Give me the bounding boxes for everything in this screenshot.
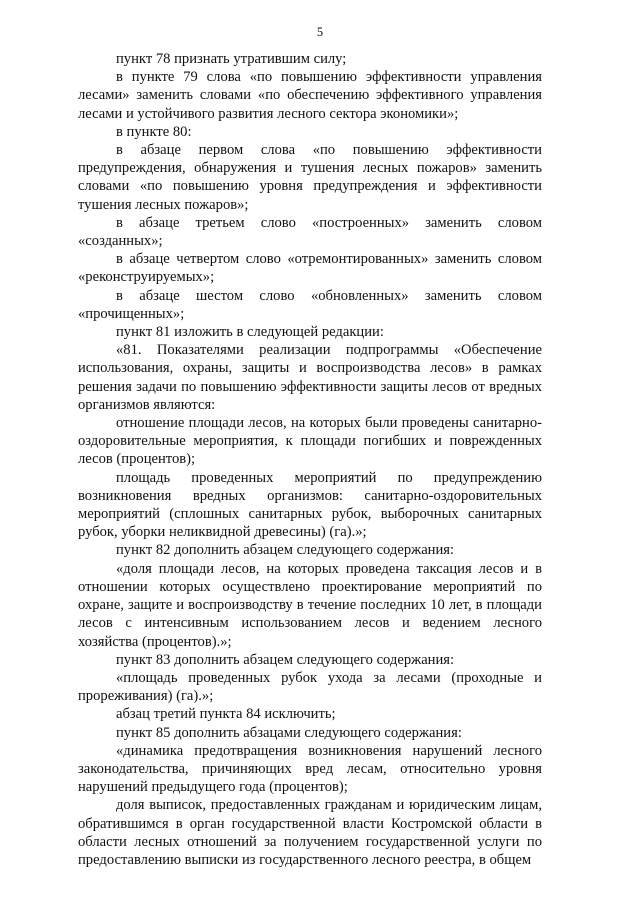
paragraph: площадь проведенных мероприятий по предупреждению возникновения вредных организмов: санитарно-оздоровительных мероприятий (сплошных санитарных рубок, выборочных санитарных рубок, уборки неликвидной древесины) (га).»; <box>78 469 542 541</box>
paragraph: «площадь проведенных рубок ухода за лесами (проходные и прореживания) (га).»; <box>78 669 542 705</box>
page-number: 5 <box>316 25 324 39</box>
paragraph: доля выписок, предоставленных гражданам и юридическим лицам, обратившимся в орган государственной власти Костромской области в области лесных отношений за получением государственной услуги по предоставлению выписки из государственного лесного реестра, в общем <box>78 797 542 868</box>
paragraph: пункт 83 дополнить абзацем следующего содержания: <box>116 651 455 668</box>
paragraph: в абзаце четвертом слово «отремонтированных» заменить словом «реконструируемых»; <box>78 251 542 286</box>
paragraph: пункт 78 признать утратившим силу; <box>116 51 347 67</box>
document-body <box>78 50 542 869</box>
paragraph: «81. Показателями реализации подпрограммы «Обеспечение использования, охраны, защиты и воспроизводства лесов» в рамках решения задачи по повышению эффективности защиты лесов от вредных организмов являются: <box>78 342 542 413</box>
paragraph: пункт 85 дополнить абзацами следующего содержания: <box>116 724 462 741</box>
paragraph: в абзаце третьем слово «построенных» заменить словом «созданных»; <box>78 214 542 250</box>
paragraph: пункт 82 дополнить абзацем следующего содержания: <box>116 542 455 559</box>
paragraph: в пункте 80: <box>116 123 192 140</box>
paragraph: в абзаце шестом слово «обновленных» заменить словом «прочищенных»; <box>78 287 542 322</box>
paragraph: абзац третий пункта 84 исключить; <box>116 706 336 723</box>
paragraph: «динамика предотвращения возникновения нарушений лесного законодательства, причиняющих вред лесам, относительно уровня нарушений предыдущего года (процентов); <box>78 742 542 796</box>
paragraph: в пункте 79 слова «по повышению эффективности управления лесами» заменить словами «по обеспечению эффективного управления лесами и устойчивого развития лесного сектора экономики»; <box>78 69 542 122</box>
paragraph: отношение площади лесов, на которых были проведены санитарно-оздоровительные мероприятия, к площади погибших и поврежденных лесов (процентов); <box>78 415 542 468</box>
paragraph: «доля площади лесов, на которых проведена таксация лесов и в отношении которых осуществлено проектирование мероприятий по охране, защите и воспроизводству в течение последних 10 лет, в площади лесов с интенсивным использованием лесов и ведением лесного хозяйства (процентов).»; <box>78 560 542 650</box>
paragraph: в абзаце первом слова «по повышению эффективности предупреждения, обнаружения и тушения лесных пожаров» заменить словами «по повышению уровня предупреждения и эффективности тушения лесных пожаров»; <box>78 142 542 213</box>
paragraph: пункт 81 изложить в следующей редакции: <box>116 324 384 341</box>
